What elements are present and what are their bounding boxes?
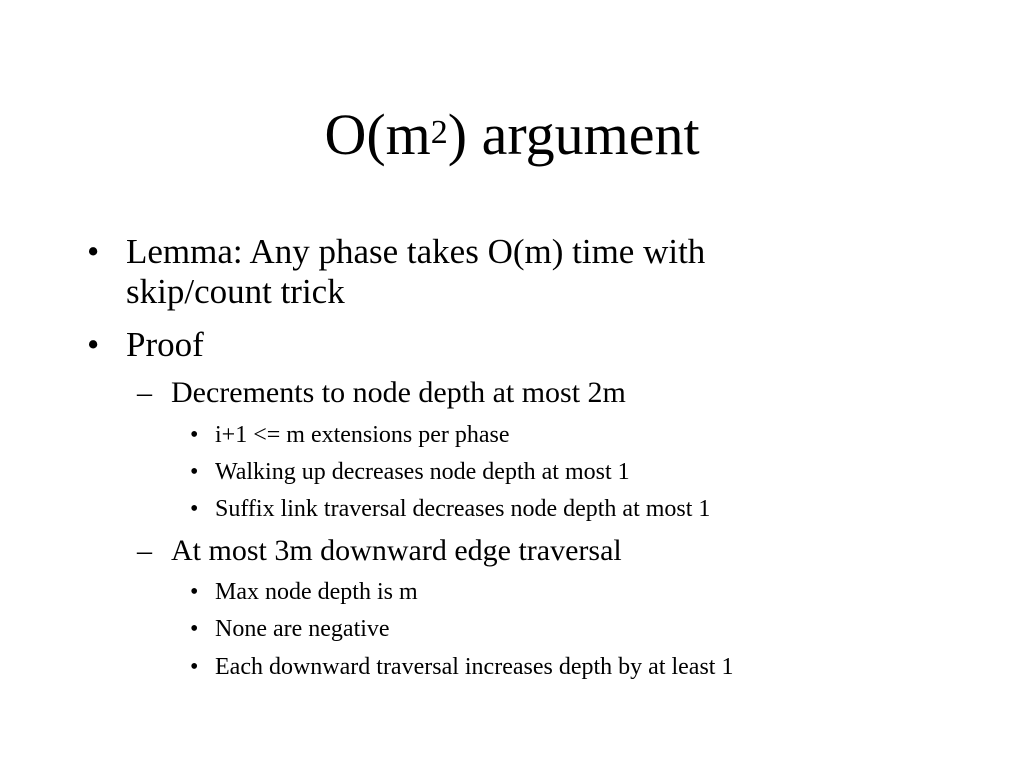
sub-item-walking-up: Walking up decreases node depth at most 1 xyxy=(215,459,630,485)
sub-item-extensions: i+1 <= m extensions per phase xyxy=(215,422,510,448)
dash-marker: – xyxy=(137,534,152,567)
slide-title xyxy=(0,100,1024,170)
sub-item-none-negative: None are negative xyxy=(215,616,390,642)
bullet-marker: • xyxy=(190,579,199,605)
sub-item-max-depth: Max node depth is m xyxy=(215,579,418,605)
bullet-marker: • xyxy=(190,459,199,485)
sub-item-suffix-link: Suffix link traversal decreases node depth at most 1 xyxy=(215,496,711,522)
bullet-marker: • xyxy=(190,422,199,448)
bullet-lemma-line-1: Lemma: Any phase takes O(m) time with xyxy=(126,232,706,271)
bullet-marker: • xyxy=(87,325,100,364)
bullet-lemma-line-2: skip/count trick xyxy=(126,272,345,311)
bullet-proof: Proof xyxy=(126,325,204,364)
sub-item-downward-traversal: Each downward traversal increases depth by at least 1 xyxy=(215,654,734,680)
title-superscript: 2 xyxy=(430,114,448,151)
bullet-marker: • xyxy=(87,232,100,271)
bullet-marker: • xyxy=(190,654,199,680)
sub-bullet-downward: At most 3m downward edge traversal xyxy=(171,534,622,567)
dash-marker: – xyxy=(137,376,152,409)
bullet-marker: • xyxy=(190,496,199,522)
title-end: ) argument xyxy=(447,102,700,167)
bullet-marker: • xyxy=(190,616,199,642)
sub-bullet-decrements: Decrements to node depth at most 2m xyxy=(171,376,626,409)
title-main: O(m xyxy=(324,102,431,167)
